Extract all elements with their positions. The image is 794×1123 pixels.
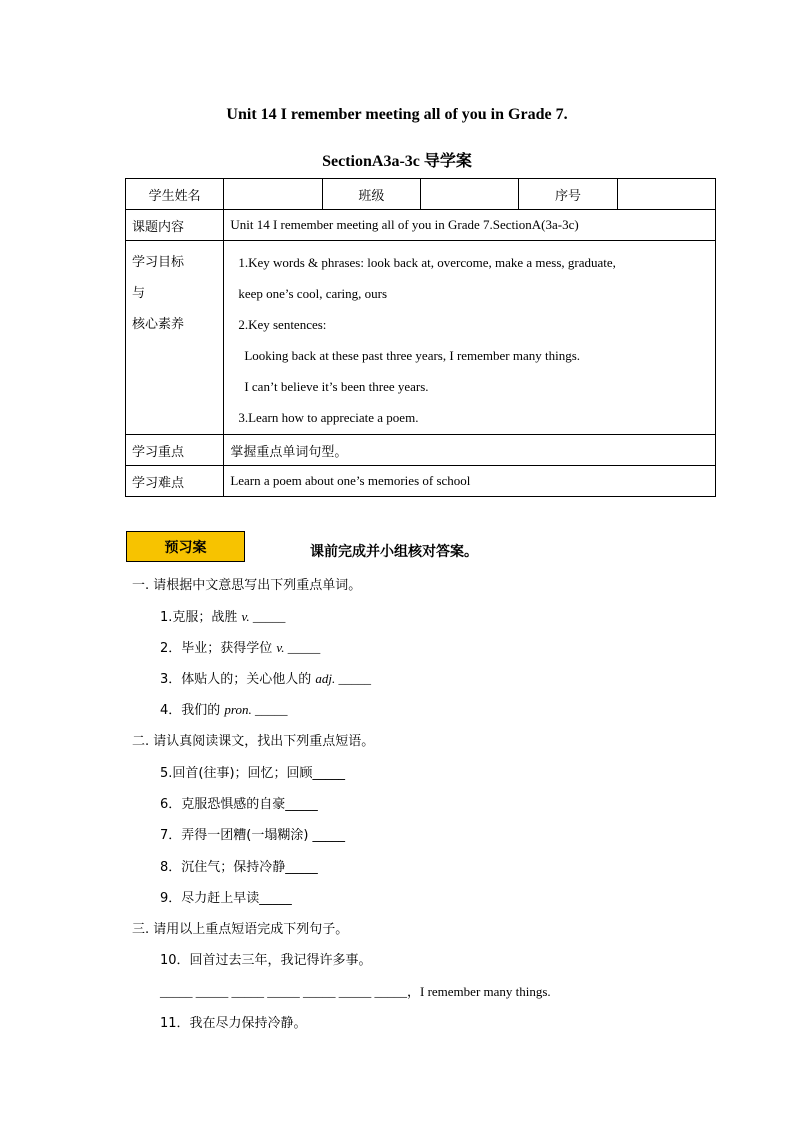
objective-line: I can’t believe it’s been three years. (244, 379, 429, 394)
preview-badge: 预习案 (126, 531, 245, 562)
student-info-row (126, 179, 716, 210)
section2-item: 6．克服恐惧感的自豪_____ (160, 797, 318, 812)
section1-item (160, 668, 371, 687)
seat-label: 序号 (519, 179, 617, 210)
name-label: 学生姓名 (126, 179, 224, 210)
difficulty-label: 学习难点 (126, 466, 224, 497)
topic-row (126, 210, 716, 241)
answer-blanks[interactable]: _____ _____ _____ _____ _____ _____ _____， (160, 984, 420, 999)
answer-blank[interactable]: _____ (249, 609, 286, 624)
class-field[interactable] (420, 179, 518, 210)
item-text: 2．毕业；获得学位 (160, 641, 277, 656)
objective-line: Looking back at these past three years, I remember many things. (244, 348, 581, 363)
objective-line: 2.Key sentences: (238, 317, 327, 332)
question-10-tail: I remember many things. (420, 984, 551, 999)
focus-row (126, 435, 716, 466)
info-table (125, 178, 716, 497)
part-of-speech: adj. (315, 671, 336, 686)
objectives-label-line: 核心素养 (132, 317, 185, 332)
class-label: 班级 (322, 179, 420, 210)
topic-value: Unit 14 I remember meeting all of you in Grade 7.SectionA(3a-3c) (224, 210, 716, 241)
section3-heading: 三. 请用以上重点短语完成下列句子。 (132, 922, 349, 937)
seat-field[interactable] (617, 179, 715, 210)
document-subtitle: SectionA3a-3c 导学案 (322, 153, 472, 170)
topic-label: 课题内容 (126, 210, 224, 241)
item-text: 1.克服；战胜 (160, 610, 242, 625)
part-of-speech: v. (241, 609, 250, 624)
section2-item: 9．尽力赶上早读_____ (160, 891, 292, 906)
question-10-answer-line (160, 981, 551, 1000)
section1-item (160, 637, 320, 656)
section1-item (160, 606, 285, 625)
objective-line: 1.Key words & phrases: look back at, overcome, make a mess, graduate, (238, 255, 616, 270)
objectives-label-line: 学习目标 (132, 255, 185, 270)
section1-item (160, 699, 287, 718)
section2-item: 8．沉住气；保持冷静_____ (160, 860, 318, 875)
document-title: Unit 14 I remember meeting all of you in Grade 7. (226, 106, 568, 123)
question-10: 10．回首过去三年，我记得许多事。 (160, 953, 372, 968)
preview-note: 课前完成并小组核对答案。 (310, 544, 478, 560)
objectives-content (224, 241, 716, 435)
item-text: 3．体贴人的；关心他人的 (160, 672, 316, 687)
answer-blank[interactable]: _____ (335, 671, 372, 686)
difficulty-row (126, 466, 716, 497)
answer-blank[interactable]: _____ (251, 702, 288, 717)
focus-value: 掌握重点单词句型。 (224, 435, 716, 466)
objective-line: 3.Learn how to appreciate a poem. (238, 410, 419, 425)
item-text: 4．我们的 (160, 703, 225, 718)
section2-item: 5.回首(往事)；回忆；回顾_____ (160, 766, 346, 781)
difficulty-value: Learn a poem about one’s memories of school (224, 466, 716, 497)
answer-blank[interactable]: _____ (284, 640, 321, 655)
section2-heading: 二. 请认真阅读课文，找出下列重点短语。 (132, 734, 375, 749)
question-11: 11．我在尽力保持冷静。 (160, 1016, 307, 1031)
part-of-speech: pron. (224, 702, 252, 717)
objectives-label-line: 与 (132, 286, 146, 301)
part-of-speech: v. (276, 640, 285, 655)
name-field[interactable] (224, 179, 322, 210)
section2-item: 7．弄得一团糟(一塌糊涂) _____ (160, 828, 346, 843)
focus-label: 学习重点 (126, 435, 224, 466)
section1-heading: 一. 请根据中文意思写出下列重点单词。 (132, 578, 362, 593)
objectives-row (126, 241, 716, 435)
objective-line: keep one’s cool, caring, ours (238, 286, 388, 301)
objectives-label (126, 241, 224, 435)
